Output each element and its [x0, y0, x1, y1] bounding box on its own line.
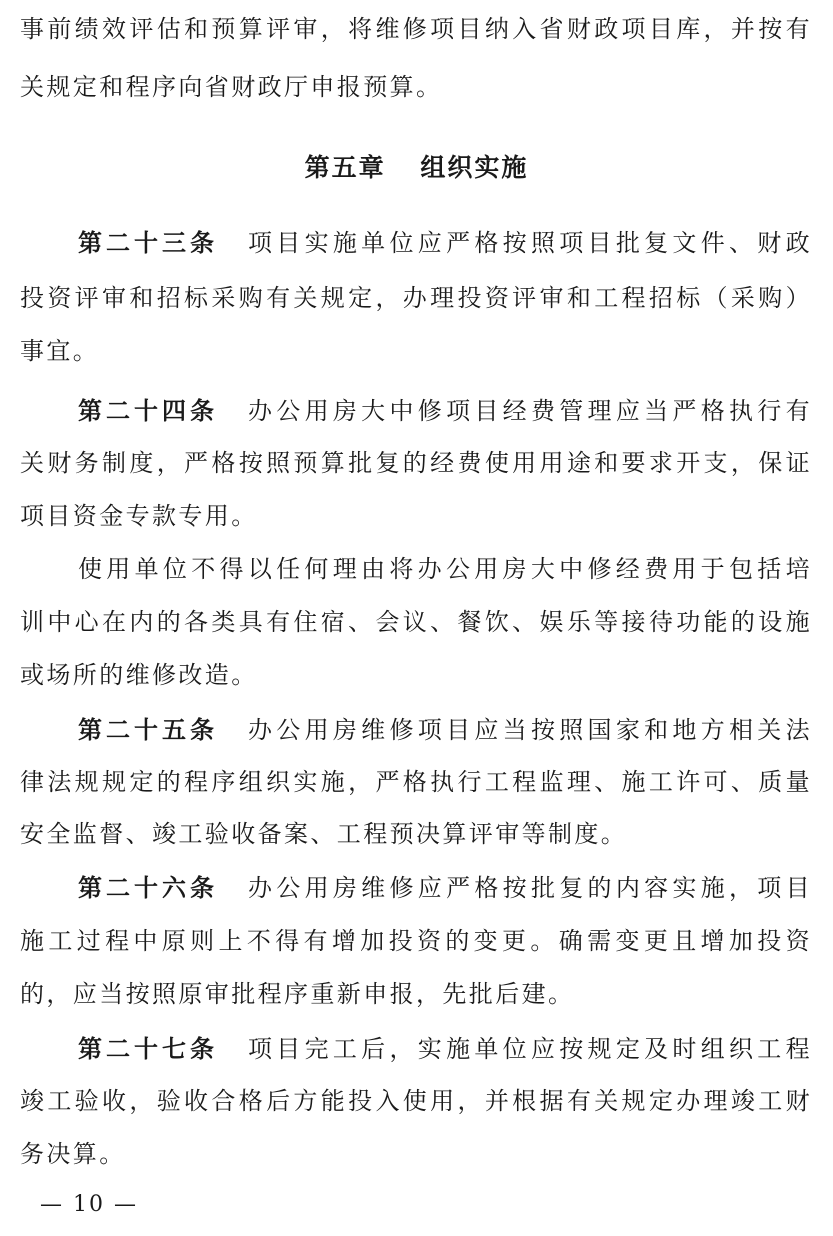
intro-line: 关规定和程序向省财政厅申报预算。	[20, 73, 443, 101]
article-25	[78, 715, 812, 745]
article-label: 第二十七条	[78, 1034, 218, 1063]
article-23	[78, 228, 812, 258]
page-number: — 10 —	[40, 1192, 138, 1217]
paragraph-line: 使用单位不得以任何理由将办公用房大中修经费用于包括培	[78, 555, 812, 583]
article-line: 投资评审和招标采购有关规定，办理投资评审和工程招标（采购）	[20, 284, 812, 312]
article-27	[78, 1034, 812, 1064]
article-label: 第二十六条	[78, 873, 218, 902]
article-line: 的，应当按照原审批程序重新申报，先批后建。	[20, 980, 575, 1008]
article-line: 关财务制度，严格按照预算批复的经费使用用途和要求开支，保证	[20, 449, 812, 477]
paragraph-line: 或场所的维修改造。	[20, 661, 258, 689]
article-text: 办公用房维修应严格按批复的内容实施，项目	[248, 874, 812, 902]
chapter-title: 组织实施	[420, 153, 529, 182]
article-24	[78, 396, 812, 426]
article-text: 项目完工后，实施单位应按规定及时组织工程	[248, 1035, 812, 1063]
article-text: 办公用房大中修项目经费管理应当严格执行有	[248, 397, 812, 425]
article-line: 项目资金专款专用。	[20, 502, 258, 530]
article-text: 项目实施单位应严格按照项目批复文件、财政	[248, 229, 812, 257]
paragraph-line: 训中心在内的各类具有住宿、会议、餐饮、娱乐等接待功能的设施	[20, 608, 812, 636]
chapter-heading	[0, 148, 833, 184]
article-line: 务决算。	[20, 1140, 126, 1168]
article-label: 第二十四条	[78, 396, 218, 425]
intro-line: 事前绩效评估和预算评审，将维修项目纳入省财政项目库，并按有	[20, 15, 812, 43]
article-line: 安全监督、竣工验收备案、工程预决算评审等制度。	[20, 820, 628, 848]
article-line: 律法规规定的程序组织实施，严格执行工程监理、施工许可、质量	[20, 768, 812, 796]
chapter-number: 第五章	[304, 153, 386, 182]
article-line: 事宜。	[20, 337, 100, 365]
article-label: 第二十三条	[78, 228, 218, 257]
article-line: 竣工验收，验收合格后方能投入使用，并根据有关规定办理竣工财	[20, 1087, 812, 1115]
article-line: 施工过程中原则上不得有增加投资的变更。确需变更且增加投资	[20, 927, 812, 955]
article-label: 第二十五条	[78, 715, 218, 744]
article-text: 办公用房维修项目应当按照国家和地方相关法	[248, 716, 812, 744]
article-26	[78, 873, 812, 903]
